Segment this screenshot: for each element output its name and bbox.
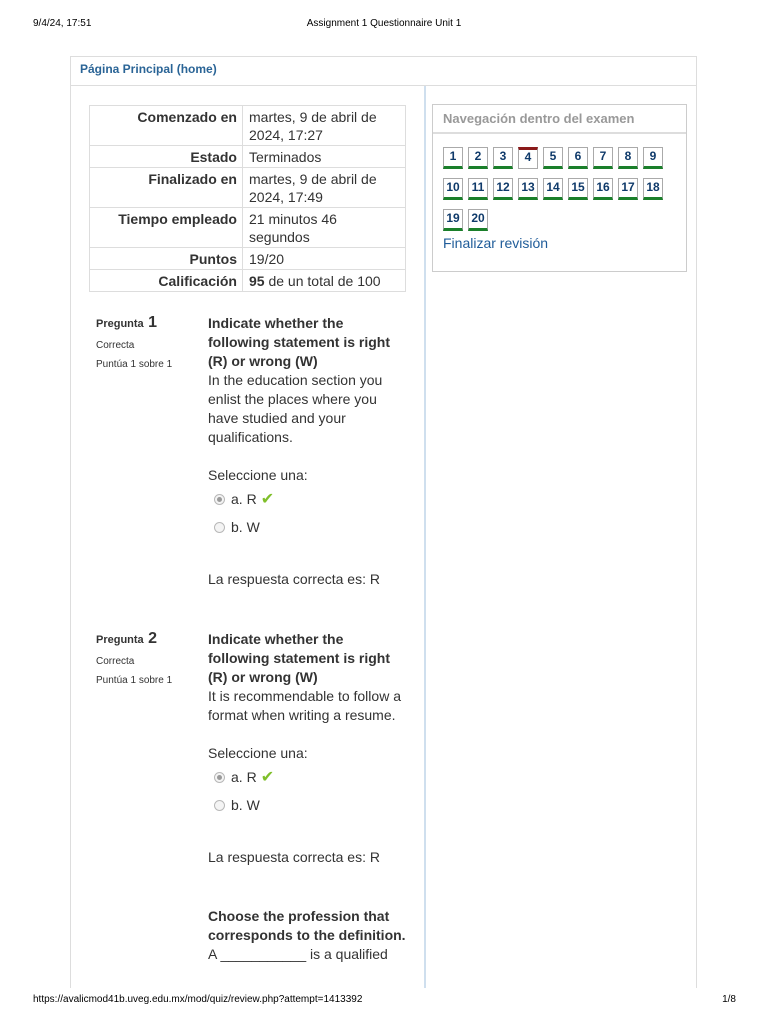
question-state: Correcta [96, 340, 135, 351]
question-nav-button[interactable]: 18 [643, 178, 663, 200]
question-prompt: Choose the profession that corresponds to the definition. [208, 908, 406, 943]
question-nav-button[interactable]: 6 [568, 147, 588, 169]
question-prompt: Indicate whether the following statement is right (R) or wrong (W) [208, 315, 391, 369]
answer-option-label: a. R [231, 490, 257, 507]
summary-value: Terminados [243, 146, 406, 168]
print-header [0, 18, 768, 32]
answer-option-b[interactable] [208, 791, 408, 819]
attempt-summary-table [89, 105, 406, 292]
question-nav-button[interactable]: 13 [518, 178, 538, 200]
summary-label: Puntos [90, 248, 243, 270]
answer-option-a[interactable] [208, 763, 408, 791]
correct-answer-feedback: La respuesta correcta es: R [208, 849, 380, 865]
answer-option-label: b. W [231, 518, 260, 535]
column-divider [424, 86, 426, 988]
quiz-navigation-title: Navegación dentro del examen [433, 105, 686, 134]
question-label: Pregunta [96, 318, 144, 330]
summary-label: Comenzado en [90, 106, 243, 146]
summary-value: martes, 9 de abril de 2024, 17:27 [243, 106, 406, 146]
question-nav-button[interactable]: 15 [568, 178, 588, 200]
question-heading [96, 314, 206, 332]
radio-selected-icon[interactable] [214, 772, 225, 783]
question-nav-button[interactable]: 16 [593, 178, 613, 200]
breadcrumb-home-link[interactable]: Página Principal (home) [80, 62, 217, 76]
question-heading [96, 630, 206, 648]
summary-row-grade [90, 270, 406, 292]
breadcrumb [71, 57, 696, 86]
question-info [96, 314, 206, 370]
summary-value: martes, 9 de abril de 2024, 17:49 [243, 168, 406, 208]
question-nav-button[interactable]: 8 [618, 147, 638, 169]
question-nav-button[interactable]: 2 [468, 147, 488, 169]
question-nav-button[interactable]: 17 [618, 178, 638, 200]
question-text: It is recommendable to follow a format when writing a resume. [208, 688, 401, 723]
correct-answer-feedback: La respuesta correcta es: R [208, 571, 380, 587]
finish-review-link[interactable]: Finalizar revisión [443, 235, 549, 251]
select-label: Seleccione una: [208, 745, 308, 761]
select-label: Seleccione una: [208, 467, 308, 483]
question-nav-button[interactable]: 12 [493, 178, 513, 200]
question-grade: Puntúa 1 sobre 1 [96, 675, 173, 686]
summary-row-state [90, 146, 406, 168]
question-nav-button[interactable]: 7 [593, 147, 613, 169]
summary-value: 21 minutos 46 segundos [243, 208, 406, 248]
print-datetime: 9/4/24, 17:51 [33, 18, 92, 29]
summary-row-started [90, 106, 406, 146]
question-number: 2 [148, 630, 158, 647]
print-title: Assignment 1 Questionnaire Unit 1 [306, 18, 462, 29]
question-content [208, 907, 408, 964]
question-nav-button[interactable]: 1 [443, 147, 463, 169]
question-prompt: Indicate whether the following statement is right (R) or wrong (W) [208, 631, 391, 685]
question-nav-button-incorrect[interactable]: 4 [518, 147, 538, 169]
question-content [208, 314, 408, 589]
summary-label: Finalizado en [90, 168, 243, 208]
question-state: Correcta [96, 656, 135, 667]
summary-row-time-taken [90, 208, 406, 248]
summary-row-points [90, 248, 406, 270]
summary-label: Calificación [90, 270, 243, 292]
question-nav-button[interactable]: 19 [443, 209, 463, 231]
summary-label: Estado [90, 146, 243, 168]
summary-value [243, 270, 406, 292]
answer-option-label: a. R [231, 768, 257, 785]
grade-value: 95 [249, 273, 265, 289]
answer-option-label: b. W [231, 796, 260, 813]
question-nav-button[interactable]: 3 [493, 147, 513, 169]
answer-option-b[interactable] [208, 513, 408, 541]
question-info [96, 630, 206, 686]
question-nav-button[interactable]: 10 [443, 178, 463, 200]
question-text: A ___________ is a qualified [208, 946, 388, 962]
question-text: In the education section you enlist the places where you have studied and your qualifications. [208, 372, 383, 445]
print-url: https://avalicmod41b.uveg.edu.mx/mod/quiz/review.php?attempt=1413392 [33, 994, 363, 1005]
grade-total: de un total de 100 [264, 273, 381, 289]
question-grade: Puntúa 1 sobre 1 [96, 359, 173, 370]
radio-unselected-icon[interactable] [214, 800, 225, 811]
check-icon: ✔ [260, 490, 275, 508]
question-nav-button[interactable]: 20 [468, 209, 488, 231]
radio-unselected-icon[interactable] [214, 522, 225, 533]
question-label: Pregunta [96, 634, 144, 646]
summary-label: Tiempo empleado [90, 208, 243, 248]
quiz-navigation-block [432, 104, 687, 272]
question-nav-button[interactable]: 5 [543, 147, 563, 169]
check-icon: ✔ [260, 768, 275, 786]
print-footer [0, 994, 768, 1008]
question-nav-button[interactable]: 14 [543, 178, 563, 200]
print-page-number: 1/8 [722, 994, 736, 1005]
question-3 [90, 907, 410, 987]
summary-row-finished [90, 168, 406, 208]
summary-value: 19/20 [243, 248, 406, 270]
radio-selected-icon[interactable] [214, 494, 225, 505]
question-number: 1 [148, 314, 158, 331]
quiz-navigation-buttons [443, 147, 683, 240]
question-nav-button[interactable]: 11 [468, 178, 488, 200]
question-content [208, 630, 408, 867]
question-nav-button[interactable]: 9 [643, 147, 663, 169]
answer-option-a[interactable] [208, 485, 408, 513]
